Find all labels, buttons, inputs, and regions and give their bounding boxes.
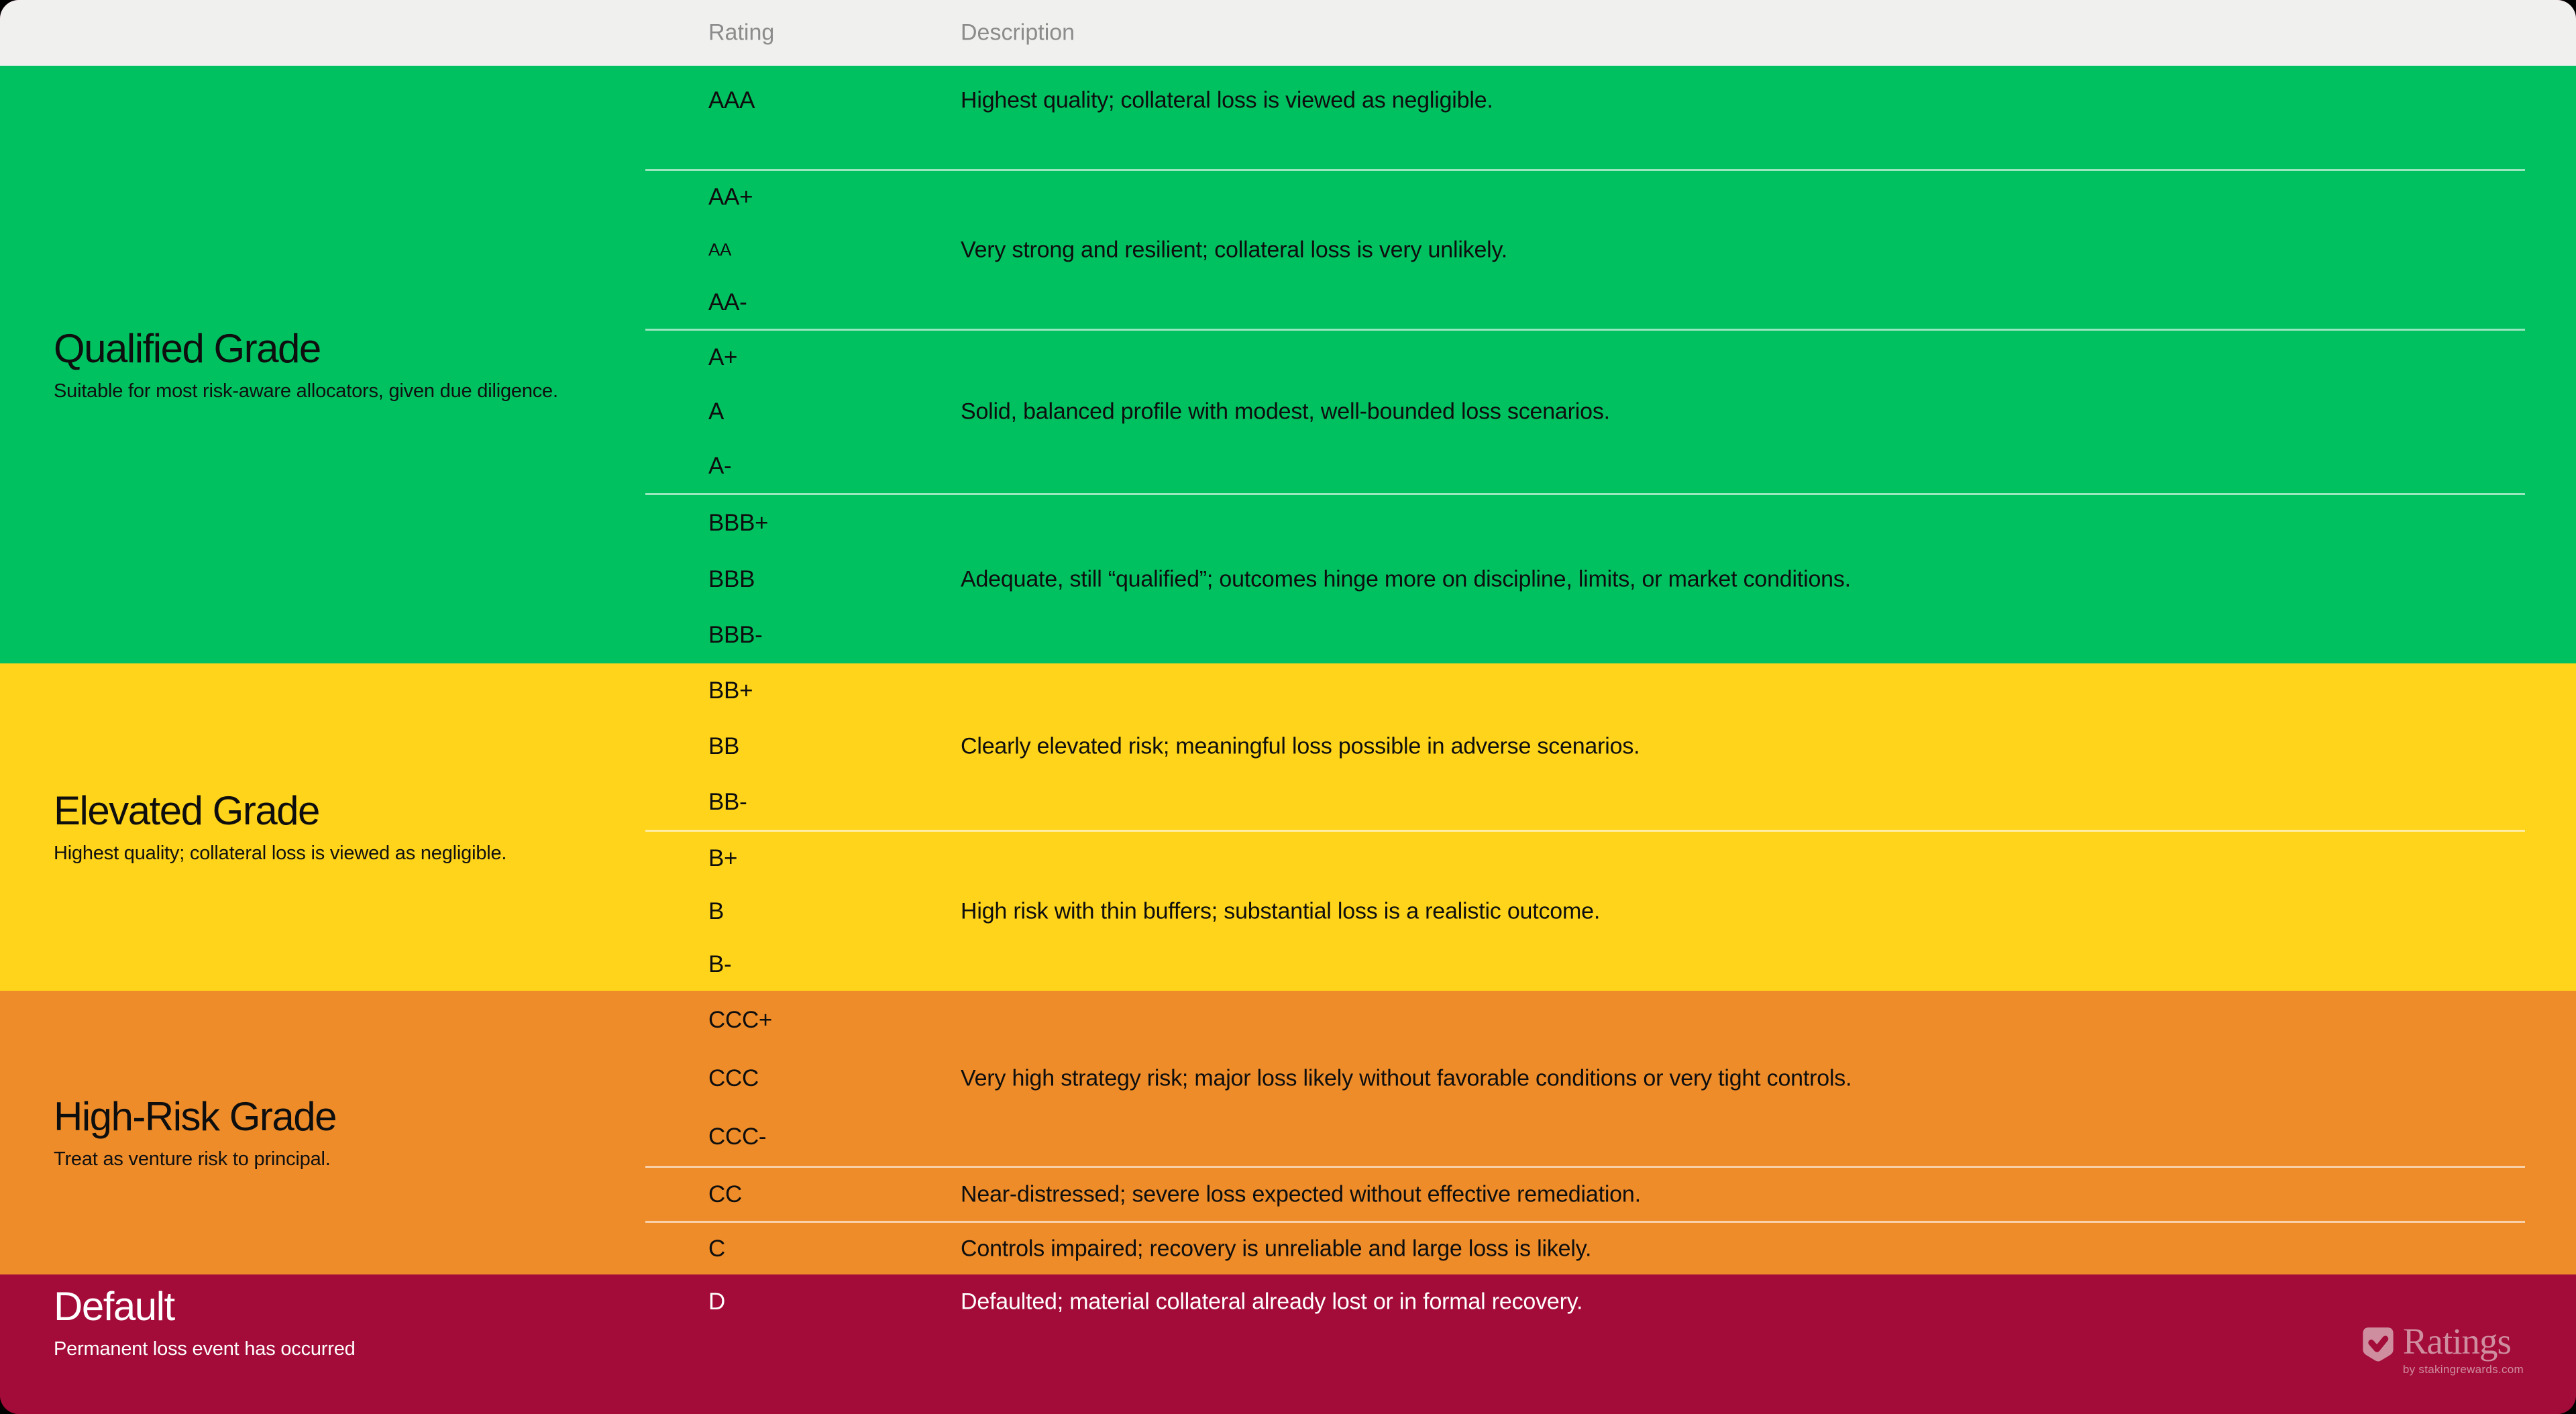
rating-bands: [0, 66, 2576, 1414]
rating-cell: CCC+: [708, 1006, 773, 1033]
description-cell: Defaulted; material collateral already lost or in formal recovery.: [961, 1289, 1583, 1315]
rating-group-rows: [645, 331, 2525, 493]
rating-cell: A+: [708, 344, 738, 371]
rating-group: [645, 663, 2525, 830]
band-label: [54, 663, 604, 991]
rating-group: [645, 169, 2525, 329]
table-header: [0, 0, 2576, 66]
description-cell: High risk with thin buffers; substantial loss is a realistic outcome.: [961, 898, 1601, 924]
rating-group-rows: [645, 66, 2525, 135]
rating-cell: C: [708, 1235, 725, 1262]
band-subtitle: Suitable for most risk-aware allocators, given due diligence.: [54, 380, 558, 402]
description-cell: Clearly elevated risk; meaningful loss possible in adverse scenarios.: [961, 733, 1640, 759]
band-table: [645, 1274, 2525, 1414]
ratings-logo: [2362, 1321, 2524, 1376]
band-title: High-Risk Grade: [54, 1093, 336, 1139]
rating-cell: B+: [708, 845, 738, 871]
band-table: [645, 991, 2525, 1274]
band-title: Qualified Grade: [54, 325, 321, 371]
rating-cell: B-: [708, 950, 732, 977]
description-cell: Adequate, still “qualified”; outcomes hinge more on discipline, limits, or market conditions.: [961, 566, 1851, 592]
rating-group: [645, 1166, 2525, 1221]
rating-cell: BB-: [708, 788, 747, 815]
rating-cell: D: [708, 1289, 725, 1315]
rating-group-rows: [645, 991, 2525, 1166]
rating-cell: BBB-: [708, 622, 763, 649]
rating-cell: A: [708, 398, 724, 425]
description-cell: Very high strategy risk; major loss likely without favorable conditions or very tight controls.: [961, 1065, 1852, 1091]
rating-cell: AAA: [708, 87, 755, 113]
rating-cell: B: [708, 898, 724, 924]
band-elevated-grade: [0, 663, 2576, 991]
band-table: [645, 66, 2525, 663]
description-cell: Very strong and resilient; collateral loss is very unlikely.: [961, 237, 1508, 262]
band-high-risk-grade: [0, 991, 2576, 1274]
rating-column-header: Rating: [708, 19, 775, 46]
rating-group-rows: [645, 1168, 2525, 1221]
band-table: [645, 663, 2525, 991]
rating-group: [645, 329, 2525, 493]
band-subtitle: Permanent loss event has occurred: [54, 1338, 356, 1360]
rating-cell: BBB+: [708, 509, 769, 536]
logo-text: [2402, 1321, 2524, 1376]
rating-cell: AA+: [708, 184, 753, 211]
rating-cell: AA-: [708, 288, 747, 315]
rating-cell: A-: [708, 452, 732, 479]
shield-check-icon: [2362, 1327, 2394, 1362]
logo-byline: by stakingrewards.com: [2402, 1363, 2524, 1376]
rating-group-rows: [645, 663, 2525, 830]
description-cell: Highest quality; collateral loss is viewed as negligible.: [961, 87, 1493, 113]
rating-group: [645, 830, 2525, 991]
band-label: [54, 1274, 604, 1414]
rating-group-rows: [645, 1223, 2525, 1274]
rating-cell: CC: [708, 1181, 742, 1207]
rating-cell: BB: [708, 733, 740, 759]
rating-group: [645, 1221, 2525, 1274]
rating-group-rows: [645, 1274, 2525, 1329]
rating-group-rows: [645, 495, 2525, 663]
rating-cell: CCC-: [708, 1123, 767, 1150]
rating-group: [645, 493, 2525, 663]
rating-cell: BBB: [708, 565, 755, 592]
band-subtitle: Highest quality; collateral loss is viewed as negligible.: [54, 842, 507, 864]
logo-wordmark: Ratings: [2402, 1321, 2511, 1362]
rating-group-rows: [645, 832, 2525, 991]
band-label: [54, 991, 604, 1274]
rating-cell: AA: [708, 239, 732, 260]
description-cell: Controls impaired; recovery is unreliable and large loss is likely.: [961, 1236, 1592, 1261]
band-title: Elevated Grade: [54, 788, 319, 833]
rating-cell: BB+: [708, 677, 753, 704]
rating-group: [645, 1274, 2525, 1329]
band-default: [0, 1274, 2576, 1414]
description-cell: Near-distressed; severe loss expected without effective remediation.: [961, 1181, 1641, 1207]
description-cell: Solid, balanced profile with modest, well-bounded loss scenarios.: [961, 398, 1610, 425]
rating-group-rows: [645, 171, 2525, 329]
description-column-header: Description: [961, 19, 1075, 46]
band-title: Default: [54, 1284, 174, 1329]
rating-cell: CCC: [708, 1065, 759, 1091]
rating-group: [645, 991, 2525, 1166]
rating-group: [645, 66, 2525, 169]
band-subtitle: Treat as venture risk to principal.: [54, 1148, 331, 1170]
band-qualified-grade: [0, 66, 2576, 663]
band-label: [54, 66, 604, 663]
